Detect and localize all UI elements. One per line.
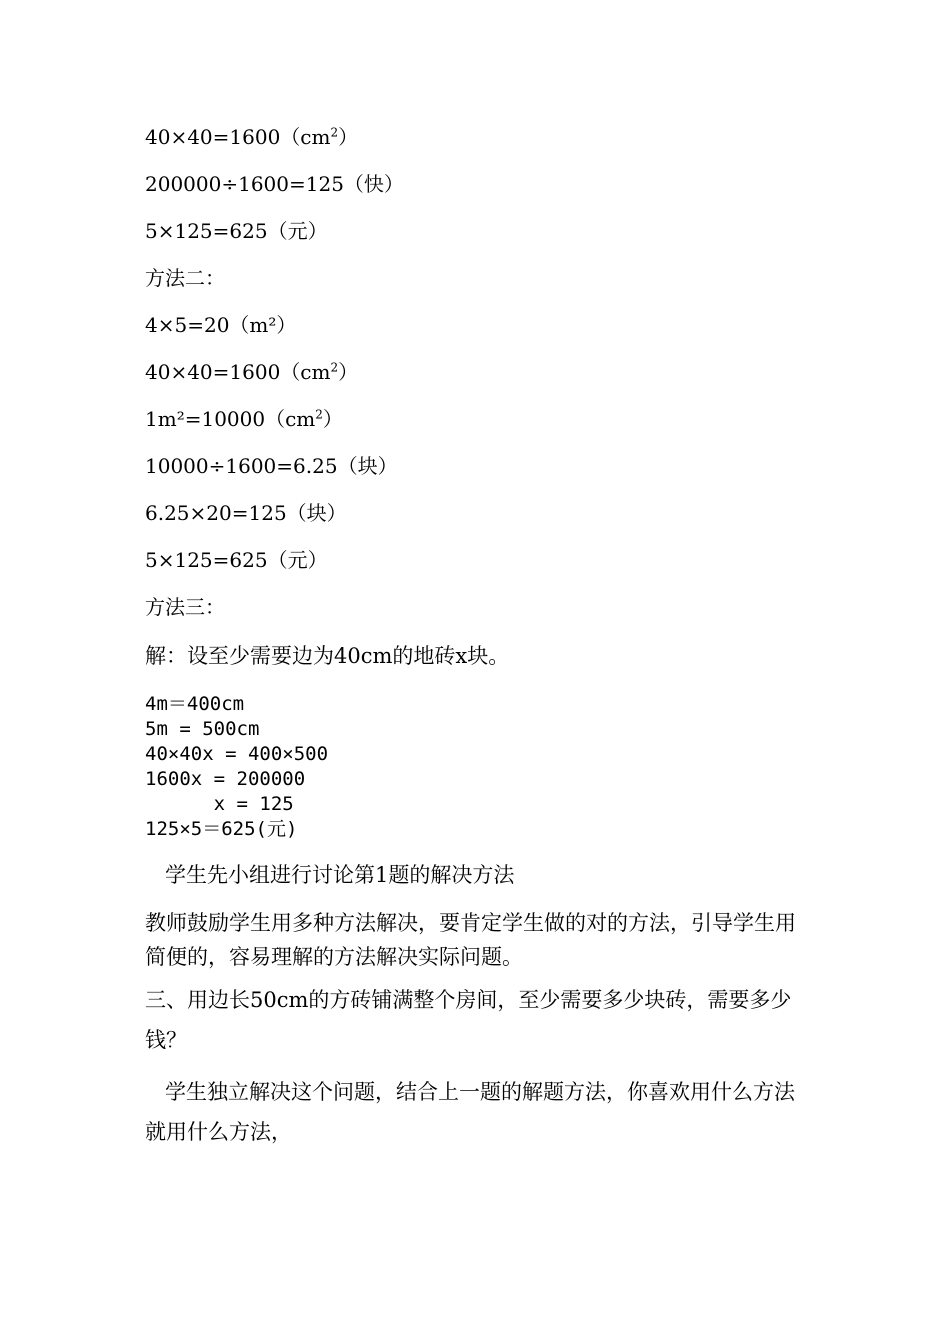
- equation-line: 40×40x = 400×500: [145, 743, 329, 765]
- calc-line-1: $40\times 40=1600(cm^2)$: [145, 125, 359, 149]
- equation-line: 5m = 500cm: [145, 718, 260, 740]
- calc-line-6: $1m^2=10000(cm^2)$: [145, 407, 343, 431]
- calc-line-4: 4×5=20（m²）: [145, 313, 297, 337]
- calc-line-2: 200000÷1600=125（快）: [145, 172, 404, 196]
- equation-line: 125×5＝625(元): [145, 818, 298, 840]
- calc-line-9: 5×125=625（元）: [145, 548, 328, 572]
- calc-line-5: $40\times 40=1600(cm^2)$: [145, 360, 359, 384]
- calc-line-8: 6.25×20=125（块）: [145, 501, 347, 525]
- problem-three-paragraph: 三、用边长50cm的方砖铺满整个房间，至少需要多少块砖，需要多少钱？: [145, 988, 792, 1052]
- calc-line-3: 5×125=625（元）: [145, 219, 328, 243]
- equation-line: 4m＝400cm: [145, 693, 245, 715]
- calc-line-7: 10000÷1600=6.25（块）: [145, 454, 398, 478]
- student-task-paragraph: 学生独立解决这个问题，结合上一题的解题方法，你喜欢用什么方法就用什么方法，: [145, 1080, 796, 1144]
- method-two-heading: 方法二：: [145, 266, 225, 290]
- equation-line: 1600x = 200000: [145, 768, 306, 790]
- teacher-guidance-paragraph: 教师鼓励学生用多种方法解决，要肯定学生做的对的方法，引导学生用简便的，容易理解的方法解决实际问题。: [145, 911, 796, 969]
- equation-line: x = 125: [145, 793, 294, 815]
- equation-block: [145, 692, 328, 842]
- discussion-paragraph: 学生先小组进行讨论第1题的解决方法: [145, 863, 515, 887]
- method-three-heading: 方法三：: [145, 595, 225, 619]
- solution-intro: 解：设至少需要边为40cm的地砖x块。: [145, 644, 510, 668]
